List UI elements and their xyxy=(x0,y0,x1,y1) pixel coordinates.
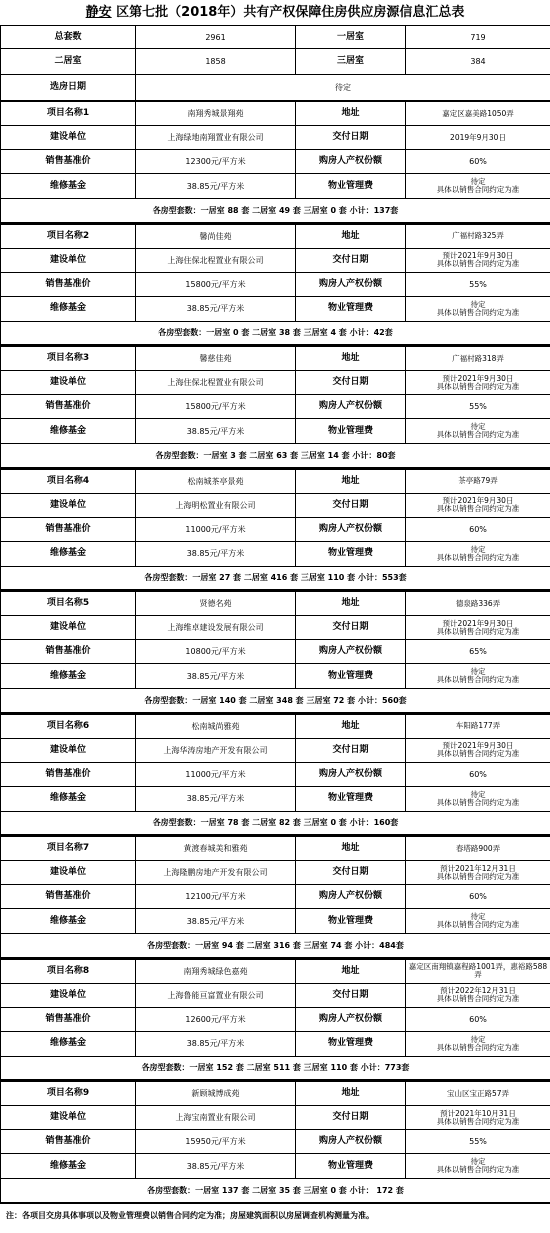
delivery-date-label: 交付日期 xyxy=(296,248,406,272)
project-name: 贤德名苑 xyxy=(136,592,296,616)
developer-value: 上海住保北程置业有限公司 xyxy=(136,371,296,395)
project-block xyxy=(0,101,550,224)
delivery-date-line: 具体以销售合同约定为准 xyxy=(436,259,520,268)
selection-date-label: 选房日期 xyxy=(1,75,136,101)
developer-label: 建设单位 xyxy=(1,248,136,272)
delivery-date-line: 预计2022年12月31日 xyxy=(440,986,516,995)
developer-label: 建设单位 xyxy=(1,861,136,885)
delivery-date-value xyxy=(406,493,550,517)
developer-value: 上海绿地南翔置业有限公司 xyxy=(136,126,296,150)
ownership-share-label: 购房人产权份额 xyxy=(296,640,406,664)
property-fee-line: 待定 xyxy=(470,789,486,799)
delivery-date-line: 具体以销售合同约定为准 xyxy=(436,994,520,1003)
developer-value: 上海明松置业有限公司 xyxy=(136,493,296,517)
base-price-label: 销售基准价 xyxy=(1,1130,136,1154)
property-fee-line: 具体以销售合同约定为准 xyxy=(436,1165,520,1174)
address-label: 地址 xyxy=(296,592,406,616)
property-fee-line: 待定 xyxy=(470,299,486,309)
developer-value: 上海宝南置业有限公司 xyxy=(136,1106,296,1130)
property-fee-line: 具体以销售合同约定为准 xyxy=(436,185,520,194)
ownership-share-value: 55% xyxy=(406,272,550,296)
delivery-date-label: 交付日期 xyxy=(296,616,406,640)
developer-value: 上海住保北程置业有限公司 xyxy=(136,248,296,272)
delivery-date-line: 具体以销售合同约定为准 xyxy=(436,504,520,513)
maintenance-fund-value: 38.85元/平方米 xyxy=(136,296,296,321)
ownership-share-label: 购房人产权份额 xyxy=(296,1130,406,1154)
property-fee-value xyxy=(406,296,550,321)
address-label: 地址 xyxy=(296,102,406,126)
project-block xyxy=(0,591,550,714)
maintenance-fund-label: 维修基金 xyxy=(1,1031,136,1056)
property-fee-label: 物业管理费 xyxy=(296,664,406,689)
delivery-date-value xyxy=(406,1106,550,1130)
title-text: 区第七批（2018年）共有产权保障住房供应房源信息汇总表 xyxy=(111,5,465,20)
developer-label: 建设单位 xyxy=(1,616,136,640)
page-title xyxy=(0,0,550,25)
base-price-label: 销售基准价 xyxy=(1,517,136,541)
base-price-value: 11000元/平方米 xyxy=(136,762,296,786)
maintenance-fund-label: 维修基金 xyxy=(1,1154,136,1179)
project-name-label: 项目名称8 xyxy=(1,959,136,983)
property-fee-line: 具体以销售合同约定为准 xyxy=(436,920,520,929)
base-price-label: 销售基准价 xyxy=(1,762,136,786)
maintenance-fund-label: 维修基金 xyxy=(1,296,136,321)
property-fee-line: 具体以销售合同约定为准 xyxy=(436,797,520,807)
ownership-share-value: 60% xyxy=(406,150,550,174)
address-value: 宝山区宝正路57弄 xyxy=(406,1082,550,1106)
project-name: 馨尚佳苑 xyxy=(136,224,296,248)
project-block xyxy=(0,714,550,837)
project-name: 松南城尚雅苑 xyxy=(136,714,296,738)
district-name: 静安 xyxy=(85,5,112,20)
two-bedroom-label: 二居室 xyxy=(1,49,136,75)
delivery-date-value xyxy=(406,371,550,395)
base-price-value: 15800元/平方米 xyxy=(136,395,296,419)
three-bedroom-label: 三居室 xyxy=(296,49,406,75)
delivery-date-line: 具体以销售合同约定为准 xyxy=(436,871,520,881)
project-name-label: 项目名称4 xyxy=(1,469,136,493)
maintenance-fund-label: 维修基金 xyxy=(1,664,136,689)
delivery-date-label: 交付日期 xyxy=(296,861,406,885)
delivery-date-line: 具体以销售合同约定为准 xyxy=(436,626,520,636)
ownership-share-label: 购房人产权份额 xyxy=(296,272,406,296)
project-name-label: 项目名称9 xyxy=(1,1082,136,1106)
one-bedroom-label: 一居室 xyxy=(296,26,406,49)
total-units-label: 总套数 xyxy=(1,26,136,49)
project-block xyxy=(0,959,550,1082)
address-value: 茶亭路79弄 xyxy=(406,469,550,493)
property-fee-line: 待定 xyxy=(470,422,486,431)
base-price-value: 15950元/平方米 xyxy=(136,1130,296,1154)
property-fee-line: 具体以销售合同约定为准 xyxy=(436,675,520,684)
project-name: 南翔秀城景翔苑 xyxy=(136,102,296,126)
project-list xyxy=(0,101,550,1204)
property-fee-line: 具体以销售合同约定为准 xyxy=(436,1042,520,1052)
maintenance-fund-label: 维修基金 xyxy=(1,541,136,566)
property-fee-value xyxy=(406,786,550,811)
address-value: 广福村路318弄 xyxy=(406,347,550,371)
project-name: 黄渡春城美和雅苑 xyxy=(136,837,296,861)
property-fee-value xyxy=(406,664,550,689)
maintenance-fund-label: 维修基金 xyxy=(1,909,136,934)
maintenance-fund-value: 38.85元/平方米 xyxy=(136,419,296,444)
property-fee-line: 待定 xyxy=(470,177,486,186)
ownership-share-label: 购房人产权份额 xyxy=(296,150,406,174)
delivery-date-value xyxy=(406,738,550,762)
developer-value: 上海鲁能亘富置业有限公司 xyxy=(136,983,296,1007)
property-fee-value xyxy=(406,909,550,934)
project-name-label: 项目名称2 xyxy=(1,224,136,248)
unit-breakdown: 各房型套数：一居室 78 套 二居室 82 套 三居室 0 套 小计：160套 xyxy=(1,811,550,835)
property-fee-line: 具体以销售合同约定为准 xyxy=(436,430,520,439)
delivery-date-value xyxy=(406,248,550,272)
unit-breakdown: 各房型套数：一居室 3 套 二居室 63 套 三居室 14 套 小计：80套 xyxy=(1,444,550,468)
ownership-share-value: 60% xyxy=(406,1007,550,1031)
maintenance-fund-value: 38.85元/平方米 xyxy=(136,909,296,934)
maintenance-fund-value: 38.85元/平方米 xyxy=(136,1154,296,1179)
maintenance-fund-value: 38.85元/平方米 xyxy=(136,174,296,199)
base-price-label: 销售基准价 xyxy=(1,1007,136,1031)
developer-value: 上海华涛房地产开发有限公司 xyxy=(136,738,296,762)
delivery-date-line: 预计2021年9月30日 xyxy=(442,251,514,260)
two-bedroom-value: 1858 xyxy=(136,49,296,75)
delivery-date-line: 预计2021年10月31日 xyxy=(440,1108,516,1118)
property-fee-label: 物业管理费 xyxy=(296,909,406,934)
property-fee-line: 待定 xyxy=(470,667,486,676)
project-block xyxy=(0,346,550,469)
ownership-share-value: 55% xyxy=(406,1130,550,1154)
unit-breakdown: 各房型套数：一居室 137 套 二居室 35 套 三居室 0 套 小计： 172 套 xyxy=(1,1179,550,1203)
unit-breakdown: 各房型套数：一居室 0 套 二居室 38 套 三居室 4 套 小计：42套 xyxy=(1,321,550,345)
project-block xyxy=(0,1081,550,1204)
base-price-label: 销售基准价 xyxy=(1,150,136,174)
delivery-date-line: 预计2021年12月31日 xyxy=(440,863,516,873)
maintenance-fund-label: 维修基金 xyxy=(1,786,136,811)
base-price-value: 12300元/平方米 xyxy=(136,150,296,174)
delivery-date-line: 具体以销售合同约定为准 xyxy=(436,381,520,391)
maintenance-fund-value: 38.85元/平方米 xyxy=(136,786,296,811)
delivery-date-value xyxy=(406,126,550,150)
base-price-value: 15800元/平方米 xyxy=(136,272,296,296)
ownership-share-value: 55% xyxy=(406,395,550,419)
project-name: 馨慈佳苑 xyxy=(136,347,296,371)
delivery-date-value xyxy=(406,616,550,640)
property-fee-label: 物业管理费 xyxy=(296,174,406,199)
total-units-value: 2961 xyxy=(136,26,296,49)
base-price-value: 11000元/平方米 xyxy=(136,517,296,541)
ownership-share-value: 60% xyxy=(406,762,550,786)
property-fee-line: 待定 xyxy=(470,1034,486,1044)
ownership-share-value: 60% xyxy=(406,885,550,909)
unit-breakdown: 各房型套数：一居室 88 套 二居室 49 套 三居室 0 套 小计：137套 xyxy=(1,199,550,223)
ownership-share-label: 购房人产权份额 xyxy=(296,885,406,909)
delivery-date-line: 具体以销售合同约定为准 xyxy=(436,749,520,758)
property-fee-label: 物业管理费 xyxy=(296,1031,406,1056)
address-label: 地址 xyxy=(296,1082,406,1106)
address-label: 地址 xyxy=(296,837,406,861)
property-fee-label: 物业管理费 xyxy=(296,296,406,321)
maintenance-fund-value: 38.85元/平方米 xyxy=(136,664,296,689)
delivery-date-line: 具体以销售合同约定为准 xyxy=(436,1116,520,1126)
unit-breakdown: 各房型套数：一居室 140 套 二居室 348 套 三居室 72 套 小计：560套 xyxy=(1,689,550,713)
property-fee-label: 物业管理费 xyxy=(296,419,406,444)
ownership-share-label: 购房人产权份额 xyxy=(296,762,406,786)
address-label: 地址 xyxy=(296,959,406,983)
base-price-value: 12100元/平方米 xyxy=(136,885,296,909)
delivery-date-line: 预计2021年9月30日 xyxy=(442,741,514,750)
delivery-date-line: 预计2021年9月30日 xyxy=(442,373,514,383)
developer-label: 建设单位 xyxy=(1,738,136,762)
developer-label: 建设单位 xyxy=(1,126,136,150)
base-price-label: 销售基准价 xyxy=(1,272,136,296)
property-fee-value xyxy=(406,1154,550,1179)
base-price-value: 10800元/平方米 xyxy=(136,640,296,664)
project-block xyxy=(0,224,550,347)
delivery-date-label: 交付日期 xyxy=(296,983,406,1007)
property-fee-line: 具体以销售合同约定为准 xyxy=(436,552,520,562)
ownership-share-label: 购房人产权份额 xyxy=(296,395,406,419)
delivery-date-label: 交付日期 xyxy=(296,126,406,150)
project-name: 松南城茶亭景苑 xyxy=(136,469,296,493)
address-label: 地址 xyxy=(296,714,406,738)
property-fee-label: 物业管理费 xyxy=(296,1154,406,1179)
property-fee-line: 待定 xyxy=(470,544,486,554)
base-price-label: 销售基准价 xyxy=(1,395,136,419)
three-bedroom-value: 384 xyxy=(406,49,550,75)
maintenance-fund-value: 38.85元/平方米 xyxy=(136,1031,296,1056)
developer-label: 建设单位 xyxy=(1,371,136,395)
address-value: 嘉定区南翔镇嘉程路1001弄，惠裕路588弄 xyxy=(406,959,550,983)
project-name: 新顾城博成苑 xyxy=(136,1082,296,1106)
property-fee-line: 待定 xyxy=(470,1157,486,1166)
unit-breakdown: 各房型套数：一居室 152 套 二居室 511 套 三居室 110 套 小计：773套 xyxy=(1,1056,550,1080)
delivery-date-label: 交付日期 xyxy=(296,1106,406,1130)
maintenance-fund-value: 38.85元/平方米 xyxy=(136,541,296,566)
project-name-label: 项目名称3 xyxy=(1,347,136,371)
maintenance-fund-label: 维修基金 xyxy=(1,174,136,199)
delivery-date-label: 交付日期 xyxy=(296,371,406,395)
summary-table xyxy=(0,25,550,101)
developer-value: 上海隆鹏房地产开发有限公司 xyxy=(136,861,296,885)
delivery-date-label: 交付日期 xyxy=(296,493,406,517)
project-name-label: 项目名称1 xyxy=(1,102,136,126)
delivery-date-line: 预计2021年9月30日 xyxy=(442,618,514,628)
property-fee-value xyxy=(406,174,550,199)
base-price-label: 销售基准价 xyxy=(1,640,136,664)
project-name: 南翔秀城绿色嘉苑 xyxy=(136,959,296,983)
unit-breakdown: 各房型套数：一居室 27 套 二居室 416 套 三居室 110 套 小计：553套 xyxy=(1,566,550,590)
delivery-date-line: 预计2021年9月30日 xyxy=(442,496,514,505)
delivery-date-value xyxy=(406,983,550,1007)
project-block xyxy=(0,469,550,592)
property-fee-value xyxy=(406,541,550,566)
ownership-share-label: 购房人产权份额 xyxy=(296,517,406,541)
address-value: 春塔路900弄 xyxy=(406,837,550,861)
property-fee-value xyxy=(406,1031,550,1056)
ownership-share-value: 65% xyxy=(406,640,550,664)
address-label: 地址 xyxy=(296,224,406,248)
property-fee-label: 物业管理费 xyxy=(296,541,406,566)
unit-breakdown: 各房型套数：一居室 94 套 二居室 316 套 三居室 74 套 小计：484套 xyxy=(1,934,550,958)
ownership-share-value: 60% xyxy=(406,517,550,541)
base-price-label: 销售基准价 xyxy=(1,885,136,909)
address-value: 嘉定区嘉美路1050弄 xyxy=(406,102,550,126)
developer-label: 建设单位 xyxy=(1,983,136,1007)
ownership-share-label: 购房人产权份额 xyxy=(296,1007,406,1031)
selection-date-value: 待定 xyxy=(136,75,550,101)
property-fee-value xyxy=(406,419,550,444)
one-bedroom-value: 719 xyxy=(406,26,550,49)
footnote: 注：各项目交房具体事项以及物业管理费以销售合同约定为准；房屋建筑面积以房屋调查机构测量为准。 xyxy=(6,1210,374,1220)
project-name-label: 项目名称7 xyxy=(1,837,136,861)
project-name-label: 项目名称5 xyxy=(1,592,136,616)
delivery-date-line: 2019年9月30日 xyxy=(450,132,506,142)
base-price-value: 12600元/平方米 xyxy=(136,1007,296,1031)
property-fee-line: 具体以销售合同约定为准 xyxy=(436,307,520,317)
delivery-date-label: 交付日期 xyxy=(296,738,406,762)
address-label: 地址 xyxy=(296,469,406,493)
property-fee-line: 待定 xyxy=(470,912,486,921)
maintenance-fund-label: 维修基金 xyxy=(1,419,136,444)
delivery-date-value xyxy=(406,861,550,885)
address-label: 地址 xyxy=(296,347,406,371)
developer-value: 上海维卓建设发展有限公司 xyxy=(136,616,296,640)
project-block xyxy=(0,836,550,959)
address-value: 德泉路336弄 xyxy=(406,592,550,616)
developer-label: 建设单位 xyxy=(1,1106,136,1130)
project-name-label: 项目名称6 xyxy=(1,714,136,738)
property-fee-label: 物业管理费 xyxy=(296,786,406,811)
address-value: 车阳路177弄 xyxy=(406,714,550,738)
address-value: 广福村路325弄 xyxy=(406,224,550,248)
developer-label: 建设单位 xyxy=(1,493,136,517)
